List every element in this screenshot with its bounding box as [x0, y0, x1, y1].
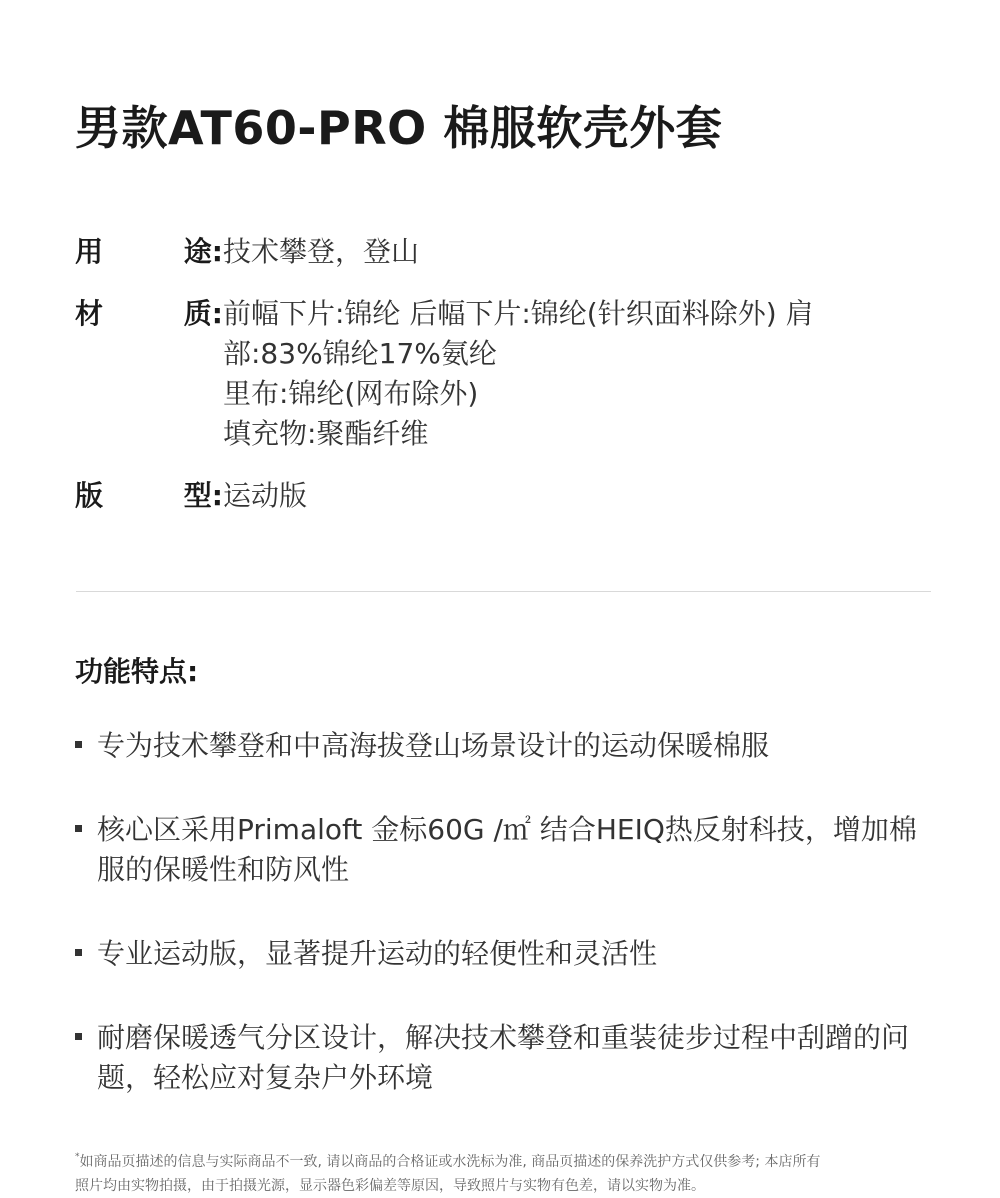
spec-row-fit	[75, 476, 955, 516]
square-bullet-icon	[75, 1033, 82, 1040]
spec-value-line: 部:83%锦纶17%氨纶	[223, 337, 497, 370]
spec-value-fit	[223, 476, 955, 516]
product-title: 男款AT60-PRO 棉服软壳外套	[75, 101, 723, 155]
features-heading: 功能特点:	[75, 655, 199, 688]
square-bullet-icon	[75, 949, 82, 956]
spec-value-usage	[223, 232, 955, 272]
feature-text: 专业运动版，显著提升运动的轻便性和灵活性	[97, 937, 658, 970]
feature-list	[75, 726, 985, 1142]
spec-label-fit	[75, 476, 223, 516]
disclaimer-line: 照片均由实物拍摄，由于拍摄光源，显示器色彩偏差等原因，导致照片与实物有色差，请以实物为准。	[75, 1178, 705, 1194]
feature-text: 服的保暖性和防风性	[97, 853, 350, 886]
spec-label-char: 型:	[183, 479, 223, 512]
section-divider	[76, 591, 931, 592]
asterisk-mark: *	[75, 1152, 80, 1162]
spec-value-line: 运动版	[223, 479, 308, 512]
feature-text: 题，轻松应对复杂户外环境	[97, 1061, 434, 1094]
spec-label-char: 途:	[183, 235, 223, 268]
feature-text: 耐磨保暖透气分区设计，解决技术攀登和重装徒步过程中刮蹭的问	[97, 1021, 910, 1054]
square-bullet-icon	[75, 825, 82, 832]
spec-label-char: 材	[75, 297, 104, 330]
spec-label-usage	[75, 232, 223, 272]
spec-value-line: 里布:锦纶(网布除外)	[223, 377, 479, 410]
spec-label-char: 版	[75, 479, 104, 512]
feature-text: 专为技术攀登和中高海拔登山场景设计的运动保暖棉服	[97, 729, 770, 762]
list-item	[75, 1018, 985, 1098]
spec-list	[75, 232, 955, 538]
spec-label-material	[75, 294, 223, 334]
spec-row-usage	[75, 232, 955, 272]
disclaimer-line	[75, 1150, 955, 1174]
spec-value-line: 填充物:聚酯纤维	[223, 417, 429, 450]
list-item	[75, 810, 985, 890]
spec-label-char: 用	[75, 235, 104, 268]
spec-value-line: 前幅下片:锦纶 后幅下片:锦纶(针织面料除外) 肩	[223, 297, 814, 330]
disclaimer-note	[75, 1150, 955, 1198]
spec-value-material	[223, 294, 955, 454]
feature-text: 核心区采用Primaloft 金标60G /㎡ 结合HEIQ热反射科技，增加棉	[97, 813, 917, 846]
spec-row-material	[75, 294, 955, 454]
spec-value-line: 技术攀登，登山	[223, 235, 420, 268]
disclaimer-text: 如商品页描述的信息与实际商品不一致, 请以商品的合格证或水洗标为准, 商品页描述的保养洗护方式仅供参考; 本店所有	[79, 1154, 821, 1170]
spec-label-char: 质:	[183, 297, 223, 330]
list-item	[75, 934, 985, 974]
list-item	[75, 726, 985, 766]
square-bullet-icon	[75, 741, 82, 748]
